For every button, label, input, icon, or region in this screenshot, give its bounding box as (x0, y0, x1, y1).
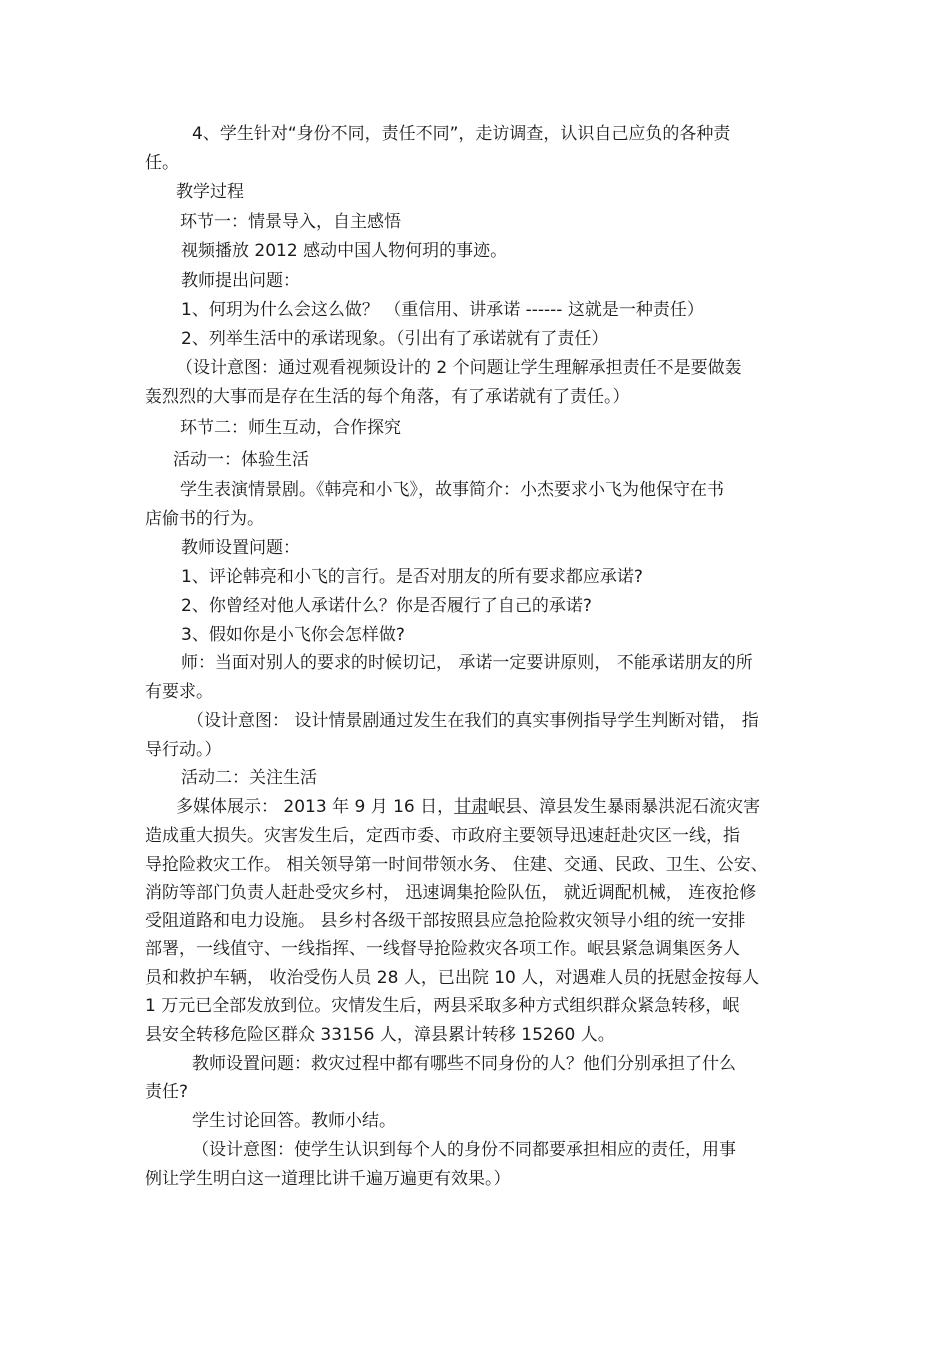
text-line: 教师设置问题： (181, 538, 300, 558)
text-line: 受阻道路和电力设施。 县乡村各级干部按照县应急抢险救灾领导小组的统一安排 (145, 911, 746, 931)
text-line: （设计意图：通过观看视频设计的 2 个问题让学生理解承担责任不是要做轰 (176, 358, 742, 378)
section-heading: 教学过程 (176, 182, 244, 202)
text-line: 视频播放 2012 感动中国人物何玥的事迹。 (181, 241, 508, 261)
text-line: 导抢险救灾工作。 相关领导第一时间带领水务、 住建、交通、民政、卫生、公安、 (145, 855, 768, 875)
text-line: 教师设置问题：救灾过程中都有哪些不同身份的人？他们分别承担了什么 (192, 1054, 736, 1074)
text-line: 县安全转移危险区群众 33156 人，漳县累计转移 15260 人。 (145, 1025, 615, 1045)
text-span: 多媒体展示： 2013 年 9 月 16 日， (176, 797, 455, 817)
text-line: 责任? (145, 1082, 189, 1102)
section-heading: 环节一：情景导入，自主感悟 (180, 212, 401, 232)
text-line: 师：当面对别人的要求的时候切记， 承诺一定要讲原则， 不能承诺朋友的所 (181, 653, 753, 673)
text-line: （设计意图： 设计情景剧通过发生在我们的真实事例指导学生判断对错， 指 (187, 711, 759, 731)
text-line: 导行动。） (145, 740, 222, 760)
text-line: 店偷书的行为。 (145, 509, 264, 529)
text-span: 岷县、漳县发生暴雨暴洪泥石流灾害 (488, 797, 761, 817)
text-line: 1、评论韩亮和小飞的言行。是否对朋友的所有要求都应承诺? (181, 567, 643, 587)
text-line: 3、假如你是小飞你会怎样做? (181, 625, 405, 645)
text-line (176, 797, 760, 817)
text-line: 有要求。 (145, 682, 213, 702)
text-line: 1、何玥为什么会这么做？ （重信用、讲承诺 ------ 这就是一种责任） (181, 300, 704, 320)
text-line: 任。 (145, 153, 179, 173)
text-line: 造成重大损失。灾害发生后，定西市委、市政府主要领导迅速赶赴灾区一线，指 (145, 826, 740, 846)
text-line: 员和救护车辆， 收治受伤人员 28 人，已出院 10 人，对遇难人员的抚慰金按每人 (145, 968, 760, 988)
text-line: 部署，一线值守、一线指挥、一线督导抢险救灾各项工作。岷县紧急调集医务人 (145, 939, 740, 959)
text-line: 4、学生针对“身份不同，责任不同”，走访调查，认识自己应负的各种责 (192, 124, 731, 144)
text-line: 学生讨论回答。教师小结。 (192, 1111, 396, 1131)
section-heading: 环节二：师生互动，合作探究 (180, 418, 401, 438)
text-line: 学生表演情景剧。《韩亮和小飞》，故事简介：小杰要求小飞为他保守在书 (180, 480, 724, 500)
text-line: 轰烈烈的大事而是存在生活的每个角落，有了承诺就有了责任。） (145, 387, 630, 407)
text-line: （设计意图：使学生认识到每个人的身份不同都要承担相应的责任，用事 (192, 1140, 736, 1160)
text-line: 2、列举生活中的承诺现象。（引出有了承诺就有了责任） (181, 329, 609, 349)
text-line: 2、你曾经对他人承诺什么？你是否履行了自己的承诺? (181, 596, 592, 616)
text-line: 1 万元已全部发放到位。灾情发生后，两县采取多种方式组织群众紧急转移，岷 (145, 996, 740, 1016)
section-heading: 活动一：体验生活 (173, 450, 309, 470)
text-line: 例让学生明白这一道理比讲千遍万遍更有效果。） (145, 1169, 511, 1189)
text-line: 教师提出问题： (181, 271, 300, 291)
text-line: 消防等部门负责人赶赴受灾乡村， 迅速调集抢险队伍， 就近调配机械， 连夜抢修 (145, 883, 757, 903)
gansu-link[interactable]: 甘肃 (454, 797, 489, 817)
section-heading: 活动二：关注生活 (181, 768, 317, 788)
